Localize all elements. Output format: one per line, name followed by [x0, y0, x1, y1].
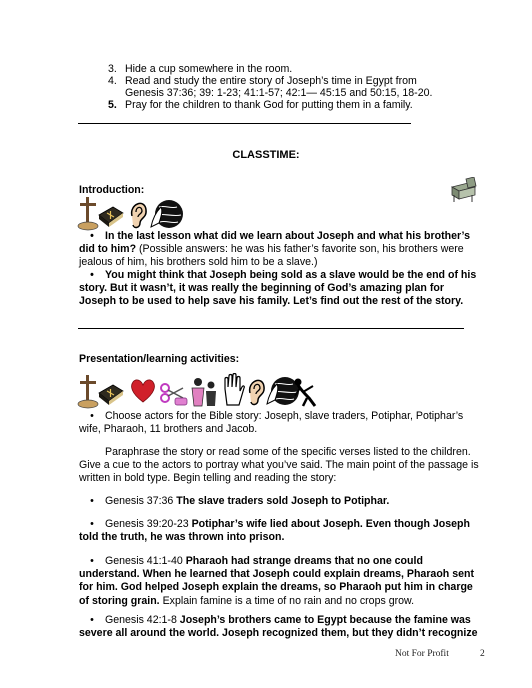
- bullet-icon: •: [90, 410, 94, 422]
- prep-item-number: 5.: [108, 99, 117, 111]
- prep-item-text: Read and study the entire story of Joseph’s time in Egypt from: [125, 75, 417, 87]
- prep-item-text: Pray for the children to thank God for putting them in a family.: [125, 99, 413, 111]
- page-number: 2: [480, 649, 485, 659]
- people-icon: [189, 376, 219, 408]
- ear-icon: [127, 198, 149, 230]
- prep-item-number: 3.: [108, 63, 117, 75]
- bullet-icon: •: [90, 614, 94, 626]
- cross-icon: [77, 373, 99, 409]
- presentation-item-bold: Potiphar’s wife lied about Joseph. Even though Joseph told the truth, he was thrown into prison.: [79, 518, 470, 544]
- bullet-icon: •: [90, 495, 94, 507]
- presentation-item-4: [79, 518, 479, 544]
- divider-line: [78, 328, 464, 329]
- introduction-icon-row: [77, 195, 187, 231]
- presentation-item-text: Explain famine is a time of no rain and no crops grow.: [159, 594, 415, 607]
- presentation-heading: Presentation/learning activities:: [79, 353, 240, 365]
- presentation-item-text: Paraphrase the story or read some of the specific verses listed to the children. Give a cue to the actors to portray what you’ve said. The main point of the passage is written in bold type. Begin telling and reading the story:: [79, 446, 479, 485]
- introduction-heading: Introduction:: [79, 184, 145, 196]
- bullet-icon: •: [90, 269, 94, 281]
- bible-icon: [97, 381, 125, 407]
- prep-item-text: Hide a cup somewhere in the room.: [125, 63, 293, 75]
- presentation-item-5: [79, 555, 479, 608]
- intro-item-bold: You might think that Joseph being sold as a slave would be the end of his story. But it wasn’t, it was really the beginning of God’s amazing plan for Joseph to be used to help save his family. Let’s find out the rest of the story.: [79, 269, 477, 308]
- presentation-item-1: [79, 410, 479, 436]
- presentation-item-ref: Genesis 42:1-8: [105, 614, 180, 626]
- presentation-icon-row: [77, 372, 307, 410]
- prep-item-number: 4.: [108, 75, 117, 87]
- intro-item-text: (Possible answers: he was his father’s favorite son, his brothers were jealous of him, his brothers sold him to be a slave.): [79, 243, 464, 269]
- intro-item-1: [79, 230, 479, 270]
- bullet-icon: •: [90, 230, 94, 242]
- heart-icon: [129, 378, 157, 404]
- ear-icon: [245, 375, 267, 407]
- intro-item-bold: In the last lesson what did we learn about Joseph and what his brother’s did to him?: [79, 230, 470, 256]
- prep-item-5: [108, 99, 413, 112]
- bullet-icon: •: [90, 555, 94, 567]
- intro-item-2: [79, 269, 479, 309]
- footer-label: Not For Profit: [395, 649, 449, 659]
- presentation-item-ref: Genesis 41:1-40: [105, 555, 186, 567]
- prep-item-text: Genesis 37:36; 39: 1-23; 41:1-57; 42:1— 45:15 and 50:15, 18-20.: [125, 87, 433, 99]
- presentation-item-2: [79, 446, 479, 486]
- presentation-item-bold: Pharaoh had strange dreams that no one could understand. When he learned that Joseph could explain dreams, Pharaoh sent for him. God helped Joseph explain the dreams, so Pharaoh put him in charge of storing grain.: [79, 555, 474, 607]
- divider-line: [78, 123, 411, 124]
- presentation-item-ref: Genesis 39:20-23: [105, 518, 192, 530]
- presentation-item-ref: Genesis 37:36: [105, 495, 177, 507]
- presentation-item-text: Choose actors for the Bible story: Joseph, slave traders, Potiphar, Potiphar’s wife, Pharaoh, 11 brothers and Jacob.: [79, 410, 464, 436]
- praying-globe-icon: [149, 197, 183, 231]
- presentation-item-3: [79, 495, 479, 508]
- chair-icon: [448, 177, 478, 203]
- stretching-person-icon: [291, 376, 319, 408]
- scissors-glue-icon: [159, 380, 189, 408]
- presentation-item-bold: Joseph’s brothers came to Egypt because the famine was severe all around the world. Joseph recognized them, but they didn’t recognize: [79, 614, 478, 640]
- presentation-item-bold: The slave traders sold Joseph to Potiphar.: [176, 495, 390, 507]
- presentation-item-6: [79, 614, 479, 640]
- bible-icon: [97, 203, 125, 229]
- bullet-icon: •: [90, 518, 94, 530]
- hand-icon: [221, 373, 245, 407]
- cross-icon: [77, 195, 99, 231]
- classtime-heading: CLASSTIME:: [232, 149, 300, 161]
